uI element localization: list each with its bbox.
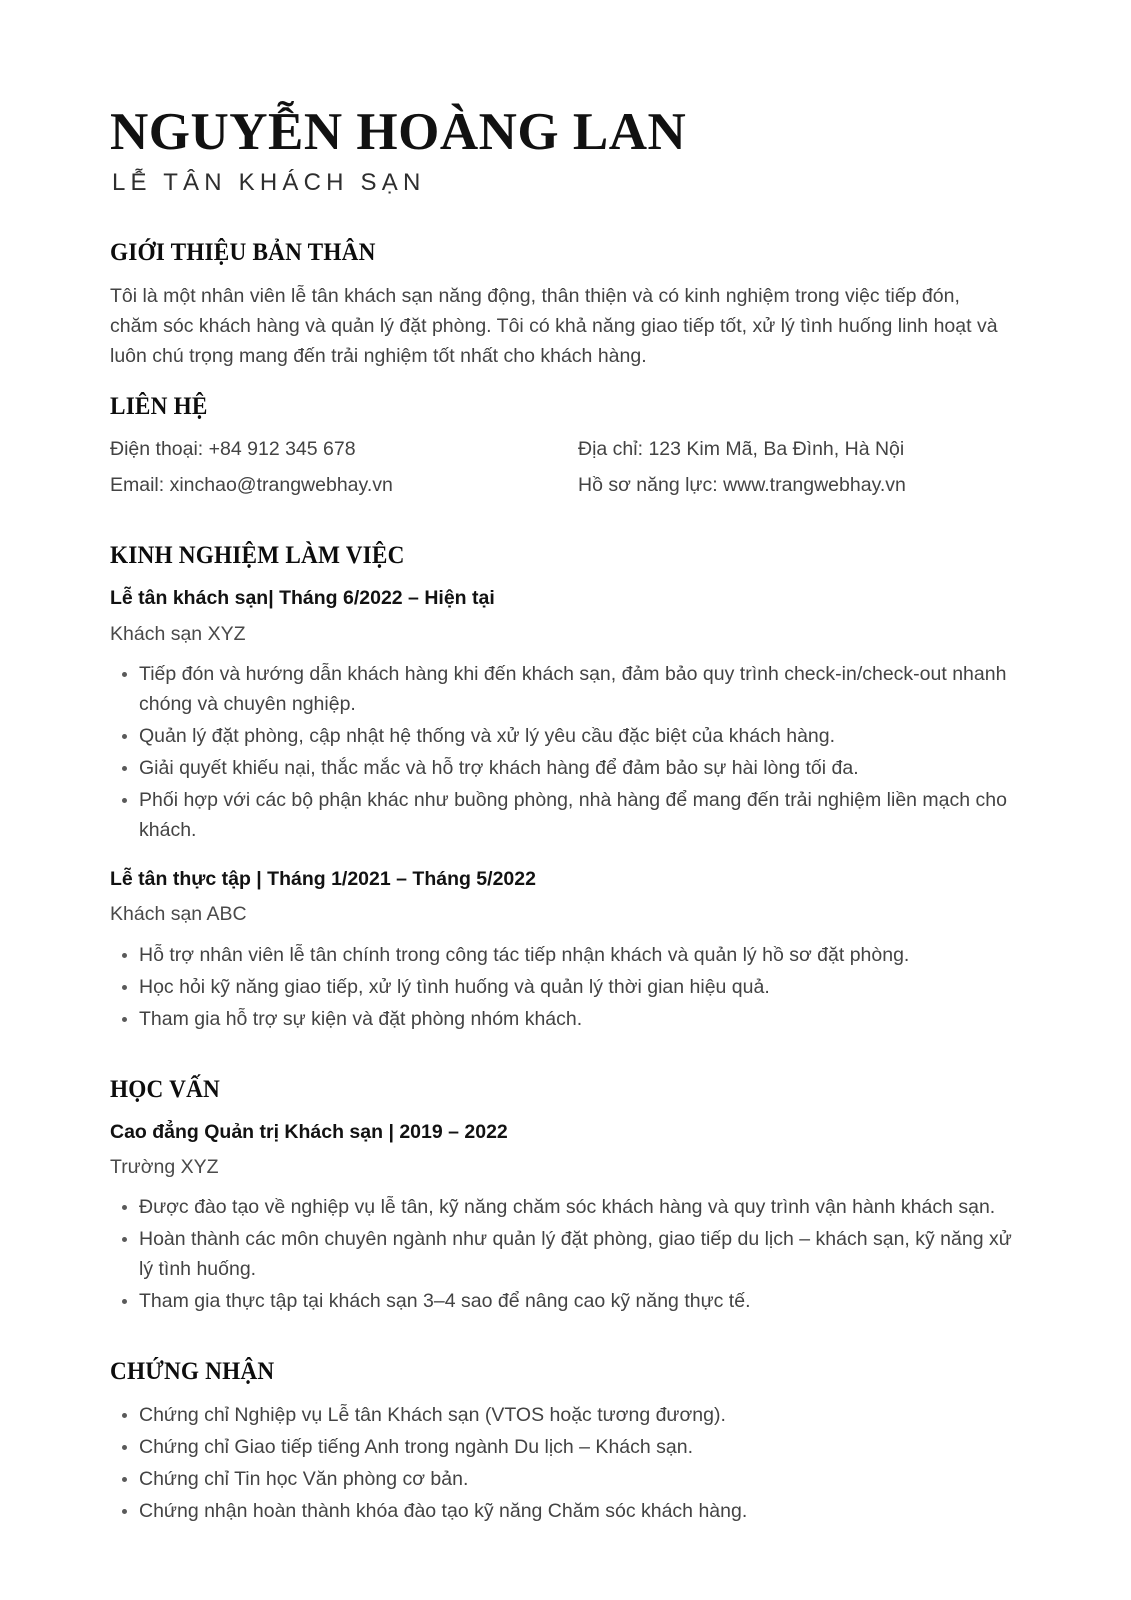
list-item: Chứng chỉ Giao tiếp tiếng Anh trong ngành Du lịch – Khách sạn. [110,1432,1021,1462]
about-text: Tôi là một nhân viên lễ tân khách sạn năng động, thân thiện và có kinh nghiệm trong việc tiếp đón, chăm sóc khách hàng và quản lý đặt phòng. Tôi có khả năng giao tiếp tốt, xử lý tình huống linh hoạt và luôn chú trọng mang đến trải nghiệm tốt nhất cho khách hàng. [110,285,998,368]
list-item: Hỗ trợ nhân viên lễ tân chính trong công tác tiếp nhận khách và quản lý hồ sơ đặt phòng. [110,940,1021,970]
list-item: Phối hợp với các bộ phận khác như buồng phòng, nhà hàng để mang đến trải nghiệm liền mạch cho khách. [110,785,1021,845]
list-item: Chứng nhận hoàn thành khóa đào tạo kỹ năng Chăm sóc khách hàng. [110,1496,1021,1526]
section-title-contact: LIÊN HỆ [110,393,208,421]
certifications-bullet-list [110,1400,1021,1526]
experience-bullet-list [110,940,1021,1034]
contact-email[interactable]: Email: xinchao@trangwebhay.vn [110,473,393,496]
list-item: Hoàn thành các môn chuyên ngành như quản lý đặt phòng, giao tiếp du lịch – khách sạn, kỹ năng xử lý tình huống. [110,1224,1021,1284]
experience-entry-title: Lễ tân thực tập | Tháng 1/2021 – Tháng 5/2022 [110,868,536,891]
experience-entry-title: Lễ tân khách sạn| Tháng 6/2022 – Hiện tại [110,587,495,610]
contact-grid [110,435,1021,500]
list-item: Học hỏi kỹ năng giao tiếp, xử lý tình huống và quản lý thời gian hiệu quả. [110,972,1021,1002]
experience-entry [110,584,1021,845]
resume-header [110,104,1021,197]
experience-bullet-list [110,659,1021,845]
section-title-about: GIỚI THIỆU BẢN THÂN [110,239,376,267]
list-item: Chứng chỉ Tin học Văn phòng cơ bản. [110,1464,1021,1494]
list-item: Quản lý đặt phòng, cập nhật hệ thống và xử lý yêu cầu đặc biệt của khách hàng. [110,721,1021,751]
education-bullet-list [110,1192,1021,1316]
contact-phone: Điện thoại: +84 912 345 678 [110,438,356,461]
education-entry [110,1118,1021,1317]
contact-portfolio[interactable]: Hồ sơ năng lực: www.trangwebhay.vn [578,473,906,496]
contact-address: Địa chỉ: 123 Kim Mã, Ba Đình, Hà Nội [578,438,905,461]
education-entry-title: Cao đẳng Quản trị Khách sạn | 2019 – 2022 [110,1120,508,1143]
experience-entry-org: Khách sạn ABC [110,903,247,926]
section-title-education: HỌC VẤN [110,1075,221,1103]
section-contact [110,393,1021,500]
candidate-role: LỄ TÂN KHÁCH SẠN [112,169,426,197]
section-education [110,1076,1021,1317]
experience-entry-org: Khách sạn XYZ [110,622,246,645]
experience-entry [110,865,1021,1034]
list-item: Được đào tạo về nghiệp vụ lễ tân, kỹ năng chăm sóc khách hàng và quy trình vận hành khách sạn. [110,1192,1021,1222]
list-item: Giải quyết khiếu nại, thắc mắc và hỗ trợ khách hàng để đảm bảo sự hài lòng tối đa. [110,753,1021,783]
list-item: Chứng chỉ Nghiệp vụ Lễ tân Khách sạn (VTOS hoặc tương đương). [110,1400,1021,1430]
candidate-name: NGUYỄN HOÀNG LAN [110,103,687,161]
list-item: Tham gia hỗ trợ sự kiện và đặt phòng nhóm khách. [110,1004,1021,1034]
list-item: Tiếp đón và hướng dẫn khách hàng khi đến khách sạn, đảm bảo quy trình check-in/check-out nhanh chóng và chuyên nghiệp. [110,659,1021,719]
section-title-experience: KINH NGHIỆM LÀM VIỆC [110,542,405,570]
section-certifications [110,1358,1021,1526]
section-title-certifications: CHỨNG NHẬN [110,1358,275,1386]
education-entry-org: Trường XYZ [110,1155,219,1178]
list-item: Tham gia thực tập tại khách sạn 3–4 sao để nâng cao kỹ năng thực tế. [110,1286,1021,1316]
section-about [110,239,1021,371]
section-experience [110,542,1021,1033]
